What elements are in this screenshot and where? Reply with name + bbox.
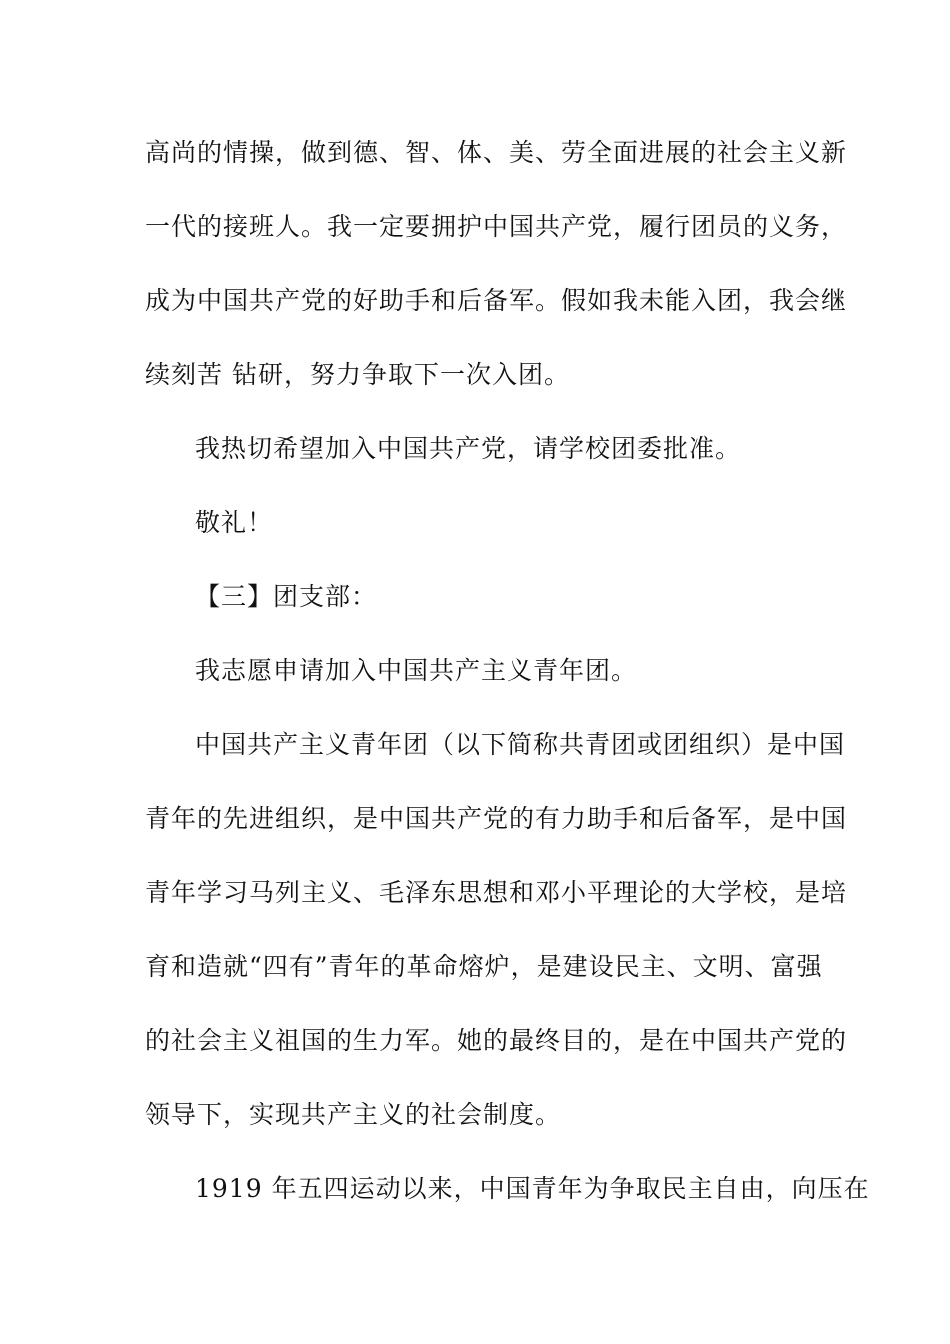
paragraph-line: 中国共产主义青年团（以下简称共青团或团组织）是中国 — [195, 730, 846, 759]
body-text-line: 育和造就“四有”青年的革命熔炉，是建设民主、文明、富强 — [145, 952, 823, 981]
body-text-line: 青年学习马列主义、毛泽东思想和邓小平理论的大学校，是培 — [145, 878, 848, 907]
body-text-line: 续刻苦 钻研，努力争取下一次入团。 — [145, 360, 570, 389]
paragraph-line: 1919 年五四运动以来，中国青年为争取民主自由，向压在 — [195, 1174, 870, 1203]
body-text-line: 高尚的情操，做到德、智、体、美、劳全面进展的社会主义新 — [145, 138, 848, 167]
paragraph-line: 我热切希望加入中国共产党，请学校团委批准。 — [195, 434, 742, 463]
body-text-line: 的社会主义祖国的生力军。她的最终目的，是在中国共产党的 — [145, 1026, 848, 1055]
section-heading: 【三】团支部： — [195, 582, 378, 611]
salutation-line: 敬礼！ — [195, 508, 274, 537]
body-text-line: 青年的先进组织，是中国共产党的有力助手和后备军，是中国 — [145, 804, 848, 833]
body-text-line: 领导下，实现共产主义的社会制度。 — [145, 1100, 562, 1129]
paragraph-line: 我志愿申请加入中国共产主义青年团。 — [195, 656, 638, 685]
body-text-line: 成为中国共产党的好助手和后备军。假如我未能入团，我会继 — [145, 286, 848, 315]
body-text-line: 一代的接班人。我一定要拥护中国共产党，履行团员的义务， — [145, 212, 848, 241]
